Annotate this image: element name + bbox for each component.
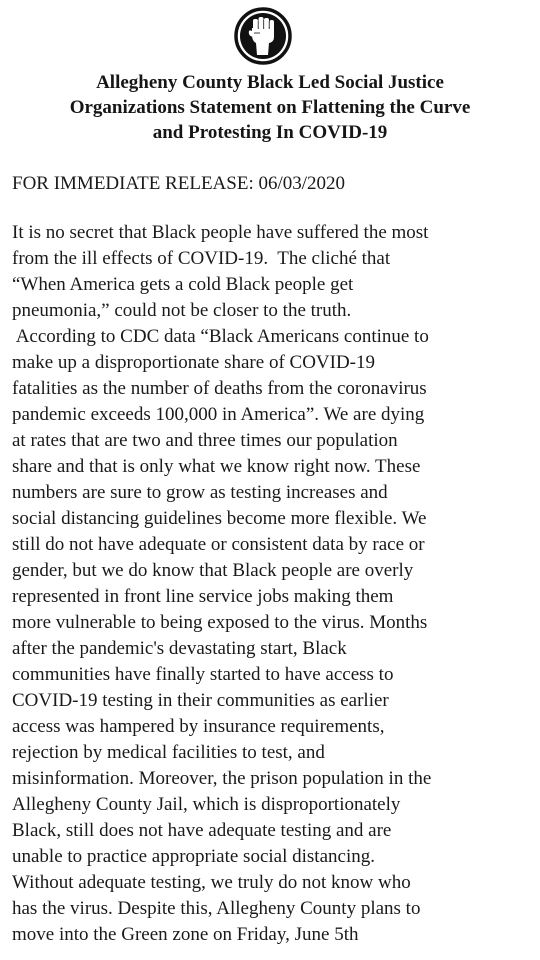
body-line: share and that is only what we know right now. These bbox=[12, 456, 421, 477]
body-line: make up a disproportionate share of COVID-19 bbox=[12, 352, 376, 373]
body-line: represented in front line service jobs making them bbox=[12, 586, 394, 607]
body-line: Without adequate testing, we truly do not know who bbox=[12, 872, 411, 893]
body-line: more vulnerable to being exposed to the virus. Months bbox=[12, 612, 428, 633]
body-line: fatalities as the number of deaths from the coronavirus bbox=[12, 378, 427, 399]
statement-title bbox=[20, 70, 520, 145]
body-line: Allegheny County Jail, which is disproportionately bbox=[12, 794, 401, 815]
body-line: Black, still does not have adequate testing and are bbox=[12, 820, 392, 841]
body-line: has the virus. Despite this, Allegheny County plans to bbox=[12, 898, 421, 919]
body-line: COVID-19 testing in their communities as earlier bbox=[12, 690, 389, 711]
body-line: pandemic exceeds 100,000 in America”. We are dying bbox=[12, 404, 425, 425]
statement-body bbox=[12, 220, 536, 948]
body-line: numbers are sure to grow as testing increases and bbox=[12, 482, 388, 503]
body-line: rejection by medical facilities to test, and bbox=[12, 742, 325, 763]
body-line: move into the Green zone on Friday, June 5th bbox=[12, 924, 359, 945]
body-line: pneumonia,” could not be closer to the truth. bbox=[12, 300, 352, 321]
body-line: misinformation. Moreover, the prison population in the bbox=[12, 768, 432, 789]
body-line: According to CDC data “Black Americans continue to bbox=[12, 326, 429, 347]
body-line: at rates that are two and three times our population bbox=[12, 430, 398, 451]
body-line: after the pandemic's devastating start, Black bbox=[12, 638, 347, 659]
release-date: FOR IMMEDIATE RELEASE: 06/03/2020 bbox=[12, 173, 346, 194]
raised-fist-icon bbox=[234, 7, 292, 65]
body-line: gender, but we do know that Black people are overly bbox=[12, 560, 414, 581]
body-line: from the ill effects of COVID-19. The cliché that bbox=[12, 248, 391, 269]
body-line: access was hampered by insurance requirements, bbox=[12, 716, 385, 737]
title-line: and Protesting In COVID-19 bbox=[152, 122, 388, 143]
body-line: still do not have adequate or consistent data by race or bbox=[12, 534, 425, 555]
title-line: Organizations Statement on Flattening the Curve bbox=[69, 97, 471, 118]
body-line: communities have finally started to have access to bbox=[12, 664, 394, 685]
title-line: Allegheny County Black Led Social Justice bbox=[96, 72, 444, 93]
body-line: unable to practice appropriate social distancing. bbox=[12, 846, 375, 867]
body-line: It is no secret that Black people have suffered the most bbox=[12, 222, 429, 243]
body-line: social distancing guidelines become more flexible. We bbox=[12, 508, 427, 529]
body-line: “When America gets a cold Black people get bbox=[12, 274, 354, 295]
